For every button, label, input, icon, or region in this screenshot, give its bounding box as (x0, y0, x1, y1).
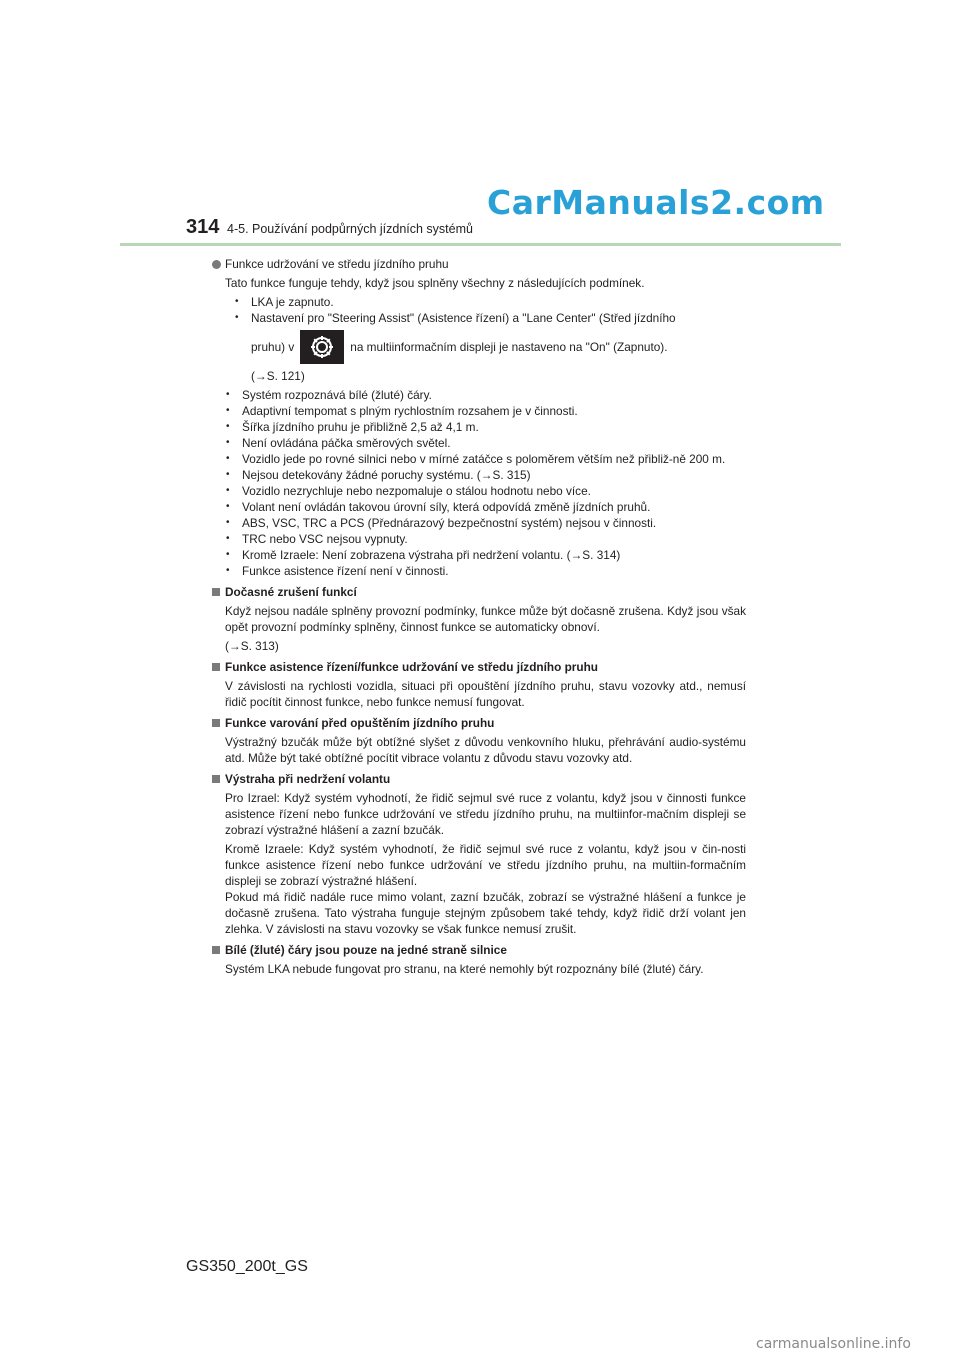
list-item: • LKA je zapnuto. (234, 294, 746, 310)
gear-icon (300, 330, 344, 364)
square-bullet-icon (212, 663, 220, 671)
list-item: • Není ovládána páčka směrových světel. (225, 435, 746, 451)
section-text: Kromě Izraele: Když systém vyhodnotí, že řidič sejmul své ruce z volantu, když jsou v čin-nosti funkce asistence řízení nebo funkce udržování ve středu jízdního pruhu, na multiin-formačním displeji se zobrazí výstražné hlášení. (225, 842, 746, 888)
chapter-title: 4-5. Používání podpůrných jízdních systémů (227, 222, 473, 236)
section-heading: Funkce asistence řízení/funkce udržování ve středu jízdního pruhu (210, 659, 746, 675)
list-item: • Adaptivní tempomat s plným rychlostním rozsahem je v činnosti. (225, 403, 746, 419)
section-text: Systém LKA nebude fungovat pro stranu, na které nemohly být rozpoznány bílé (žluté) čáry. (225, 962, 704, 976)
page-reference: (→S. 313) (225, 639, 279, 653)
section-intro: Tato funkce funguje tehdy, když jsou splněny všechny z následujících podmínek. (225, 276, 645, 290)
list-item: • Volant není ovládán takovou úrovní síly, která odpovídá změně jízdních pruhů. (225, 499, 746, 515)
circle-bullet-icon (212, 260, 221, 269)
section-lane-center (210, 256, 746, 579)
list-item: • Systém rozpoznává bílé (žluté) čáry. (225, 387, 746, 403)
section-heading: Dočasné zrušení funkcí (210, 584, 746, 600)
section-text: Když nejsou nadále splněny provozní podmínky, funkce může být dočasně zrušena. Když jsou však opět provozní podmínky splněny, činnost funkce se automaticky obnoví. (225, 604, 746, 634)
square-bullet-icon (212, 719, 220, 727)
list-item: • Šířka jízdního pruhu je přibližně 2,5 až 4,1 m. (225, 419, 746, 435)
list-item: • Kromě Izraele: Není zobrazena výstraha při nedržení volantu. (→S. 314) (225, 547, 746, 563)
section-heading: Funkce udržování ve středu jízdního pruhu (210, 256, 746, 272)
page-reference: (→S. 121) (251, 369, 305, 383)
list-item: • TRC nebo VSC nejsou vypnuty. (225, 531, 746, 547)
header-divider (120, 243, 841, 246)
list-item: • Vozidlo nezrychluje nebo nezpomaluje o stálou hodnotu nebo více. (225, 483, 746, 499)
watermark-logo: CarManuals2.com (487, 183, 825, 222)
section-heading: Funkce varování před opuštěním jízdního pruhu (210, 715, 746, 731)
page-content (210, 256, 746, 982)
model-code: GS350_200t_GS (186, 1258, 308, 1275)
conditions-list (210, 294, 746, 384)
square-bullet-icon (212, 775, 220, 783)
conditions-list-continued (210, 387, 746, 579)
list-item: • Funkce asistence řízení není v činnosti. (225, 563, 746, 579)
section-hands-off-warning (210, 771, 746, 937)
list-item: • Nastavení pro "Steering Assist" (Asistence řízení) a "Lane Center" (Střed jízdního pruhu) v na multiinformačním displeji je nastaveno na "On" (Zapnuto). (→S. 121) (234, 310, 746, 384)
section-text: Pro Izrael: Když systém vyhodnotí, že řidič sejmul své ruce z volantu, když jsou v činnosti funkce asistence řízení nebo funkce udržování ve středu jízdního pruhu, na multiinfor-mačním displeji se zobrazí výstražné hlášení a zazní bzučák. (225, 791, 746, 837)
list-item: • Vozidlo jede po rovné silnici nebo v mírné zatáčce s poloměrem větším než přibliž-ně 200 m. (225, 451, 746, 467)
section-text: V závislosti na rychlosti vozidla, situaci při opouštění jízdního pruhu, stavu vozovky atd., nemusí řidič pocítit činnost funkce, nebo funkce nemusí fungovat. (225, 679, 746, 709)
page-number: 314 (186, 216, 220, 238)
section-steering-assist (210, 659, 746, 710)
section-text: Pokud má řidič nadále ruce mimo volant, zazní bzučák, zobrazí se výstražné hlášení a funkce je dočasně zrušena. Tato výstraha funguje stejným způsobem také tehdy, když řidič drží volant jen zlehka. V závislosti na stavu vozovky se však funkce nemusí zrušit. (225, 890, 746, 936)
footer-watermark: carmanualsonline.info (756, 1336, 911, 1352)
icon-line: pruhu) v na multiinformačním displeji je nastaveno na "On" (Zapnuto). (251, 328, 746, 366)
section-heading: Výstraha při nedržení volantu (210, 771, 746, 787)
list-item: • ABS, VSC, TRC a PCS (Přednárazový bezpečnostní systém) nejsou v činnosti. (225, 515, 746, 531)
section-temporary-cancel (210, 584, 746, 654)
section-one-side-lines (210, 942, 746, 977)
section-lane-departure (210, 715, 746, 766)
square-bullet-icon (212, 946, 220, 954)
section-text: Výstražný bzučák může být obtížné slyšet z důvodu venkovního hluku, přehrávání audio-systému atd. Může být také obtížné pocítit vibrace volantu z důvodu stavu vozovky atd. (225, 735, 746, 765)
square-bullet-icon (212, 588, 220, 596)
section-heading: Bílé (žluté) čáry jsou pouze na jedné straně silnice (210, 942, 746, 958)
list-item: • Nejsou detekovány žádné poruchy systému. (→S. 315) (225, 467, 746, 483)
